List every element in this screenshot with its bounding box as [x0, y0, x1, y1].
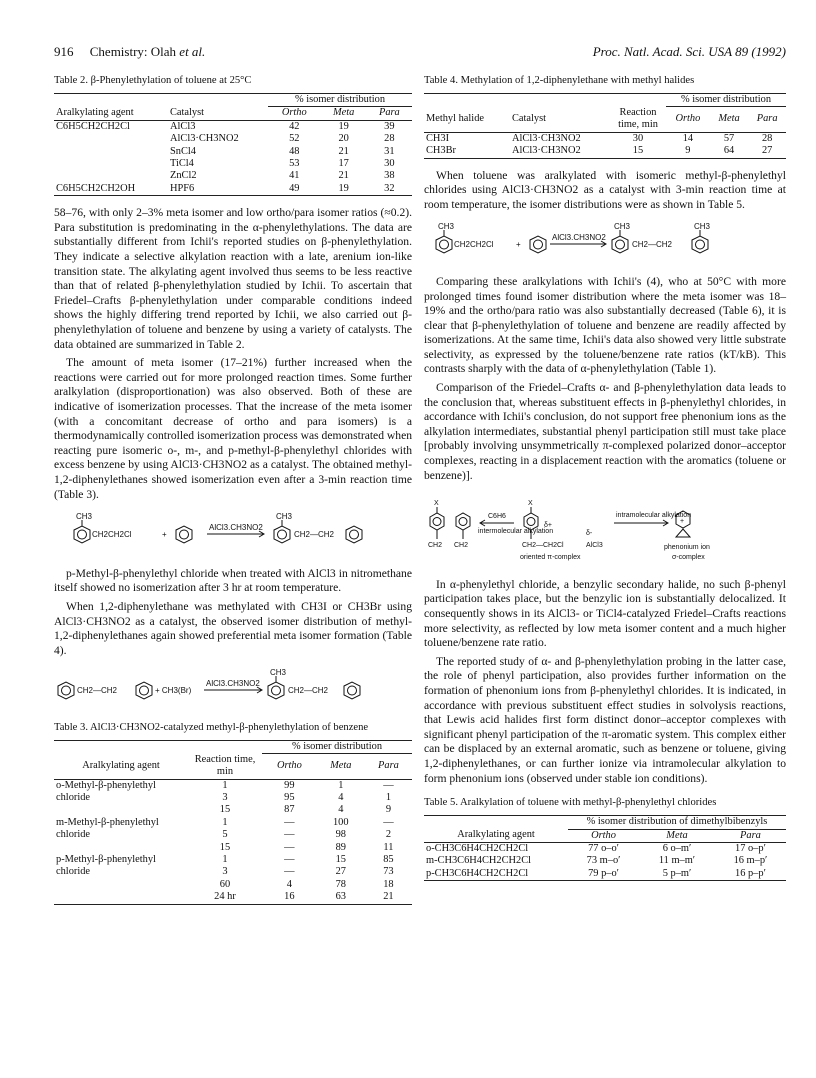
table2-row-para: 31	[384, 145, 395, 157]
table5-row-ortho: 77 o–o′	[588, 842, 619, 854]
left-paragraph-3: p-Methyl-β-phenylethyl chloride when treated with AlCl3 in nitromethane itself showed no isomerization after 3 hr at room temperature.	[54, 566, 412, 595]
scheme1-plus: +	[162, 530, 167, 540]
table5-row-para: 16 p–p′	[735, 867, 766, 879]
table3-row	[54, 804, 412, 816]
table3-col-time: Reaction time, min	[194, 753, 256, 778]
table3-row	[54, 866, 412, 878]
left-column	[54, 74, 412, 905]
table2-row-meta: 21	[338, 145, 349, 157]
table4-row-time: 30	[632, 132, 644, 144]
aromatic-circle-1	[78, 530, 87, 539]
table2-row-catalyst: ZnCl2	[170, 170, 197, 182]
table2-row	[54, 120, 412, 133]
table2-row-ortho: 42	[289, 120, 300, 132]
scheme4-x2: X	[528, 500, 533, 508]
table4-col-ortho: Ortho	[675, 113, 701, 125]
scheme3-plus: +	[516, 240, 521, 250]
table2-row-ortho: 49	[289, 182, 300, 194]
table3-row-agent	[54, 879, 188, 891]
table5-row	[424, 842, 786, 855]
table2-row-agent	[54, 158, 168, 170]
table2-row	[54, 170, 412, 182]
table4-caption: Table 4. Methylation of 1,2-diphenylethane with methyl halides	[424, 75, 695, 86]
table4-row-ortho: 14	[682, 132, 694, 144]
page-number: 916	[54, 44, 74, 59]
scheme4-inter: intermolecular alkylation	[478, 528, 554, 536]
table3-row-time: 1	[222, 816, 228, 828]
left-paragraph-1: 58–76, with only 2–3% meta isomer and low ortho/para isomer ratios (≈0.2). Para substitution is predominating in the α-phenylethylations. The data are substantially different from Ichii's reported studies on β-phenylethylation. They indicate a selective alkylation reaction with a late, arenium ion-like transition state. The alkylating agent involved thus seems to be less reactive than that of related β-phenylethylation studied by Ichii. To ascertain that Friedel–Crafts β-phenylethylation under comparable conditions indeed shows the highly differing trend reported by Ichii, we also carried out β-phenylethylation of toluene and benzene by using a variety of catalysts. The data obtained are summarized in Table 2.	[54, 206, 412, 351]
scheme4-ch2b: CH2	[454, 542, 469, 550]
table2-group-header: % isomer distribution	[268, 94, 412, 107]
table3-row	[54, 891, 412, 904]
table4-row-halide: CH3Br	[426, 145, 457, 157]
table5-row-meta: 6 o–m′	[662, 842, 692, 854]
benzene-ring-13	[430, 513, 444, 530]
table3-row-meta: 4	[338, 792, 344, 803]
table3-col-para: Para	[378, 760, 399, 772]
scheme3-catalyst: AlCl3.CH3NO2	[552, 233, 606, 243]
table3-row-ortho: —	[284, 841, 295, 853]
scheme3-ch3c: CH3	[694, 222, 711, 232]
table2-row-meta: 17	[338, 158, 349, 170]
table2-row-catalyst: SnCl4	[170, 145, 196, 157]
cyclopropane-ring	[676, 529, 690, 537]
table4-row-meta: 64	[723, 145, 735, 157]
table2-row-catalyst: AlCl3	[170, 120, 196, 132]
table3-row-para: 21	[383, 891, 394, 903]
table2-row-meta: 19	[338, 120, 349, 132]
table2-row-para: 38	[384, 170, 395, 182]
scheme3-chain: CH2—CH2	[632, 240, 673, 250]
scheme4-x: X	[434, 500, 439, 508]
table2-row	[54, 146, 412, 158]
table4-col-halide: Methyl halide	[426, 113, 485, 125]
table3-row-meta: 27	[335, 866, 346, 878]
table4-row-halide: CH3I	[426, 132, 450, 144]
scheme4-phenonium: phenonium ion	[664, 544, 710, 552]
benzene-ring-6	[136, 682, 152, 699]
table3-row-meta: 100	[332, 816, 349, 828]
table5-col-agent: Aralkylating agent	[457, 829, 535, 841]
table3-row-para: 73	[383, 866, 394, 878]
table2-row-para: 28	[384, 133, 395, 145]
table2-row	[54, 133, 412, 145]
scheme3-ch3: CH3	[438, 222, 455, 232]
scheme1-chain: CH2—CH2	[294, 530, 335, 540]
table2-row-meta: 20	[338, 133, 349, 145]
table2-row-ortho: 48	[289, 145, 300, 157]
table5-col-ortho: Ortho	[591, 829, 616, 841]
table3-row-meta: 1	[338, 779, 344, 791]
table3-row-meta: 15	[335, 854, 346, 866]
table5-row-ortho: 73 m–o′	[586, 855, 621, 867]
table2-row-agent: C6H5CH2CH2OH	[56, 182, 136, 194]
scheme-diphenylethane-methylation	[54, 668, 412, 708]
table2-row-ortho: 41	[289, 170, 300, 182]
table5	[424, 815, 786, 881]
table3-row-ortho: 16	[284, 891, 295, 903]
benzene-ring-10	[530, 236, 546, 253]
scheme-methylphenylethyl-chloride-benzene	[54, 512, 412, 554]
table2-row-agent: C6H5CH2CH2Cl	[56, 120, 130, 132]
table3-row-ortho: 95	[284, 792, 295, 803]
table3-row-agent: m-Methyl-β-phenylethyl	[56, 816, 159, 828]
left-paragraph-2: The amount of meta isomer (17–21%) further increased when the reactions were carried out for more prolonged reaction times. Some further aralkylation (disproportionation) was also observed. Both of these are indicative of isomerization processes. That the increase of the meta isomer (with a concomitant decrease of ortho and para isomers) is a thermodynamically controlled isomerization process was demonstrated when reacting pure isomeric o-, m-, and p-methyl-β-phenylethyl chlorides with excess benzene by using AlCl3·CH3NO2 as a catalyst. The obtained methyl-1,2-diphenylethanes showed isomerization even after a 3-min reaction time (Table 3).	[54, 356, 413, 501]
scheme3-left: CH2CH2Cl	[454, 240, 494, 250]
table2-row-agent	[54, 170, 168, 182]
table3-row-meta: 63	[335, 891, 346, 903]
table3-row-meta: 89	[335, 841, 346, 853]
table3-row	[54, 879, 412, 891]
table4-col-catalyst: Catalyst	[512, 113, 547, 125]
scheme4-delta-plus: δ+	[544, 522, 552, 530]
table2-row-ortho: 53	[289, 158, 300, 170]
table3-row-ortho: —	[284, 866, 295, 878]
scheme2-chain: CH2—CH2	[288, 686, 329, 696]
table4	[424, 93, 786, 159]
table3-row-agent: chloride	[56, 866, 91, 878]
table3-row-para: —	[383, 779, 394, 791]
scheme1-ch3: CH3	[76, 512, 93, 522]
table2-row-ortho: 52	[289, 133, 300, 145]
benzene-ring-4	[346, 526, 362, 543]
table4-row	[424, 132, 786, 145]
table5-row-ortho: 79 p–o′	[588, 867, 619, 879]
benzene-ring-14	[456, 513, 470, 530]
table5-row-agent: m-CH3C6H4CH2CH2Cl	[426, 855, 532, 867]
right-column	[424, 74, 786, 881]
table2-row-para: 30	[384, 158, 395, 170]
benzene-ring-12	[692, 236, 708, 253]
table3-row-time: 15	[219, 804, 231, 816]
table5-row	[424, 868, 786, 881]
table3-row	[54, 817, 412, 829]
right-paragraph-1: When toluene was aralkylated with isomeric methyl-β-phenylethyl chlorides using AlCl3·CH3NO2 as a catalyst with 3-min reaction time at room temperature, the isomer distributions were as shown in Table 5.	[424, 168, 786, 211]
table4-row-para: 27	[761, 145, 773, 157]
table5-row-meta: 5 p–m′	[662, 867, 692, 879]
benzene-ring-1	[74, 526, 90, 543]
right-paragraph-4: In α-phenylethyl chloride, a benzylic secondary halide, no such β-phenyl participation takes place, but the benzylic ion is substantially delocalized. It consequently shows in its AlCl3- or TiCl4-catalyzed Friedel–Crafts reactions more selectivity, as reflected by low meta isomer content and a much higher toluene/benzene rate ratio.	[424, 577, 786, 650]
table3-col-ortho: Ortho	[276, 760, 302, 772]
table3-row-time: 60	[219, 878, 231, 890]
table4-row-ortho: 9	[685, 145, 691, 157]
table2-row-agent	[54, 133, 168, 145]
table5-caption: Table 5. Aralkylation of toluene with methyl-β-phenylethyl chlorides	[424, 797, 717, 809]
table2-row	[54, 158, 412, 170]
benzene-ring-11	[612, 236, 628, 253]
table3-row-ortho: —	[284, 829, 295, 841]
table2-row-meta: 21	[338, 170, 349, 182]
table4-row-para: 28	[761, 132, 773, 144]
benzene-ring-3	[274, 526, 290, 543]
table3-row-ortho: 4	[286, 878, 292, 890]
table3-row-agent: chloride	[56, 829, 91, 841]
table3-row-time: 1	[222, 779, 228, 791]
right-paragraph-5: The reported study of α- and β-phenylethylation probing in the latter case, the role of phenyl participation, also provides further information on the formation of phenonium ions from β-phenylethyl chlorides. It is indicated, in accordance with previous substituent effect studies in solvolysis reactions, that Lewis acid halides first form distinct donor–acceptor complexes with significant phenyl participation of the π-aromatic system. This complex either can be displaced by an external aromatic, such as benzene or toluene, giving 1,2-diphenylethanes, or can further ionize via intramolecular alkylation to form phenonium ions (observed under stable ion conditions).	[424, 654, 786, 785]
table4-row-catalyst: AlCl3·CH3NO2	[512, 145, 581, 157]
et-al: et al.	[179, 44, 206, 59]
scheme3-ch3b: CH3	[614, 222, 631, 232]
table3-row-time: 3	[222, 792, 228, 803]
benzene-ring-7	[268, 682, 284, 699]
table3-row-meta: 4	[338, 804, 344, 816]
table3-row-time: 3	[222, 866, 228, 878]
table3-row-agent: chloride	[56, 792, 91, 803]
table3-row-agent: o-Methyl-β-phenylethyl	[56, 779, 156, 791]
table4-col-time: Reaction time, min	[618, 106, 658, 131]
scheme-toluene-aralkylation	[424, 222, 786, 262]
table2-caption: Table 2. β-Phenylethylation of toluene at 25°C	[54, 75, 252, 86]
table2-col-para: Para	[378, 107, 400, 119]
table3-row-meta: 98	[335, 829, 346, 841]
page-header-left	[54, 44, 205, 60]
table3-row	[54, 779, 412, 792]
table3-row-time: 1	[222, 854, 228, 866]
table2-row-para: 32	[384, 182, 395, 194]
table3-row-agent	[54, 891, 188, 904]
table3-row-para: —	[383, 816, 394, 828]
table4-row-meta: 57	[723, 132, 735, 144]
table5-row-agent: p-CH3C6H4CH2CH2Cl	[426, 867, 529, 879]
table2	[54, 93, 412, 196]
table2-col-agent: Aralkylating agent	[56, 107, 134, 119]
table3-caption: Table 3. AlCl3·CH3NO2-catalyzed methyl-β-phenylethylation of benzene	[54, 721, 369, 733]
scheme4-alcl3: AlCl3	[586, 542, 603, 550]
table3-row	[54, 829, 412, 841]
table3-row-time: 5	[222, 829, 228, 841]
scheme1-catalyst: AlCl3.CH3NO2	[209, 523, 263, 533]
section-title: Chemistry: Olah	[89, 44, 177, 59]
table3-row	[54, 792, 412, 804]
scheme4-oriented: oriented π-complex	[520, 554, 581, 562]
table5-row-agent: o-CH3C6H4CH2CH2Cl	[426, 842, 529, 854]
table3	[54, 740, 412, 905]
scheme4-intra: intramolecular alkylation	[616, 512, 692, 520]
table4-group-header: % isomer distribution	[666, 94, 786, 107]
scheme4-complex-chain: CH2—CH2Cl	[522, 542, 564, 550]
table3-row-para: 11	[383, 841, 394, 853]
table5-row-meta: 11 m–m′	[658, 855, 696, 867]
table2-col-catalyst: Catalyst	[170, 107, 205, 119]
table3-row-agent	[54, 842, 188, 854]
table3-row-time: 15	[219, 841, 231, 853]
table2-row-catalyst: AlCl3·CH3NO2	[170, 133, 239, 145]
table3-row-ortho: 87	[284, 804, 295, 816]
table3-row	[54, 842, 412, 854]
table5-group-header: % isomer distribution of dimethylbibenzyls	[568, 816, 786, 829]
scheme2-catalyst: AlCl3.CH3NO2	[206, 679, 260, 689]
table3-row-para: 1	[385, 792, 392, 803]
scheme1-left: CH2CH2Cl	[92, 530, 132, 540]
table3-row-meta: 78	[335, 878, 346, 890]
table3-row-ortho: —	[284, 854, 295, 866]
table5-row-para: 17 o–p′	[735, 842, 766, 854]
table3-row-para: 9	[385, 804, 392, 816]
table3-row-ortho: 99	[284, 779, 295, 791]
table4-col-para: Para	[756, 113, 778, 125]
table3-col-meta: Meta	[330, 760, 352, 772]
benzene-ring-8	[344, 682, 360, 699]
right-paragraph-2: Comparing these aralkylations with Ichii's (4), who at 50°C with more prolonged times found isomer distribution where the meta isomer was 18–19% and the ortho/para ratio was also substantially decreased (Table 6), it is clear that β-phenylethylation of toluene and benzene are readily affected by isomerizations. At the same time, Ichii's data also showed very little substrate selectivity, as expressed by the toluene/benzene rate ratios (kT/kB). This contrasts sharply with the data of α-phenylethylation (Table 1).	[424, 274, 786, 376]
table2-row-catalyst: HPF6	[170, 182, 195, 194]
table2-row-catalyst: TiCl4	[170, 158, 194, 170]
table2-row-meta: 19	[338, 182, 349, 194]
benzene-ring-5	[58, 682, 74, 699]
table4-row-catalyst: AlCl3·CH3NO2	[512, 132, 581, 144]
left-paragraph-4: When 1,2-diphenylethane was methylated with CH3I or CH3Br using AlCl3·CH3NO2 as a catalyst, the observed isomer distribution of methyl-1,2-diphenylethanes again showed preferential meta isomer formation (Table 4).	[54, 599, 412, 657]
table3-col-agent: Aralkylating agent	[82, 759, 160, 771]
scheme4-plus-sign: +	[680, 518, 685, 526]
scheme4-c6h6: C6H6	[488, 513, 506, 521]
table2-row-agent	[54, 146, 168, 158]
table3-group-header: % isomer distribution	[262, 740, 412, 753]
benzene-ring-9	[436, 236, 452, 253]
table3-row-para: 18	[383, 878, 394, 890]
table2-col-ortho: Ortho	[281, 107, 307, 119]
scheme-phenonium-ion-formation	[424, 493, 786, 565]
scheme4-ch2a: CH2	[428, 542, 443, 550]
table3-row-para: 85	[383, 854, 394, 866]
table3-row	[54, 854, 412, 866]
scheme2-plus: + CH3(Br)	[155, 686, 192, 696]
table5-col-meta: Meta	[666, 829, 688, 841]
table3-row-ortho: —	[284, 816, 295, 828]
table5-col-para: Para	[740, 829, 761, 841]
scheme4-delta-minus: δ-	[586, 530, 593, 538]
scheme4-sigma: σ-complex	[672, 554, 705, 562]
table4-col-meta: Meta	[718, 113, 740, 125]
table2-col-meta: Meta	[332, 107, 355, 119]
table3-row-agent	[54, 804, 188, 816]
scheme2-left: CH2—CH2	[77, 686, 118, 696]
table3-row-time: 24 hr	[214, 891, 236, 903]
scheme2-ch3: CH3	[270, 668, 287, 678]
table3-row-para: 2	[385, 829, 392, 841]
table3-row-agent: p-Methyl-β-phenylethyl	[56, 854, 156, 866]
table4-row-time: 15	[632, 145, 644, 157]
table2-row	[54, 183, 412, 196]
table4-row	[424, 145, 786, 158]
right-paragraph-3: Comparison of the Friedel–Crafts α- and β-phenylethylation data leads to the conclusion that, whereas substituent effects in β-phenylethyl chlorides, in accordance with Ichii's conclusion, do not support free phenonium ions as the alkylation intermediates, substantial phenyl participation still must take place [probably involving unsymmetrically π-complexed polarized donor–acceptor complexes, reacting in a displacement reaction with the aromatics (toluene or benzene)].	[424, 381, 786, 482]
benzene-ring-2	[176, 526, 192, 543]
scheme1-ch3-product: CH3	[276, 512, 293, 522]
journal-header: Proc. Natl. Acad. Sci. USA 89 (1992)	[592, 44, 786, 59]
table2-row-para: 39	[384, 120, 395, 132]
table5-row-para: 16 m–p′	[733, 855, 768, 867]
table5-row	[424, 855, 786, 867]
